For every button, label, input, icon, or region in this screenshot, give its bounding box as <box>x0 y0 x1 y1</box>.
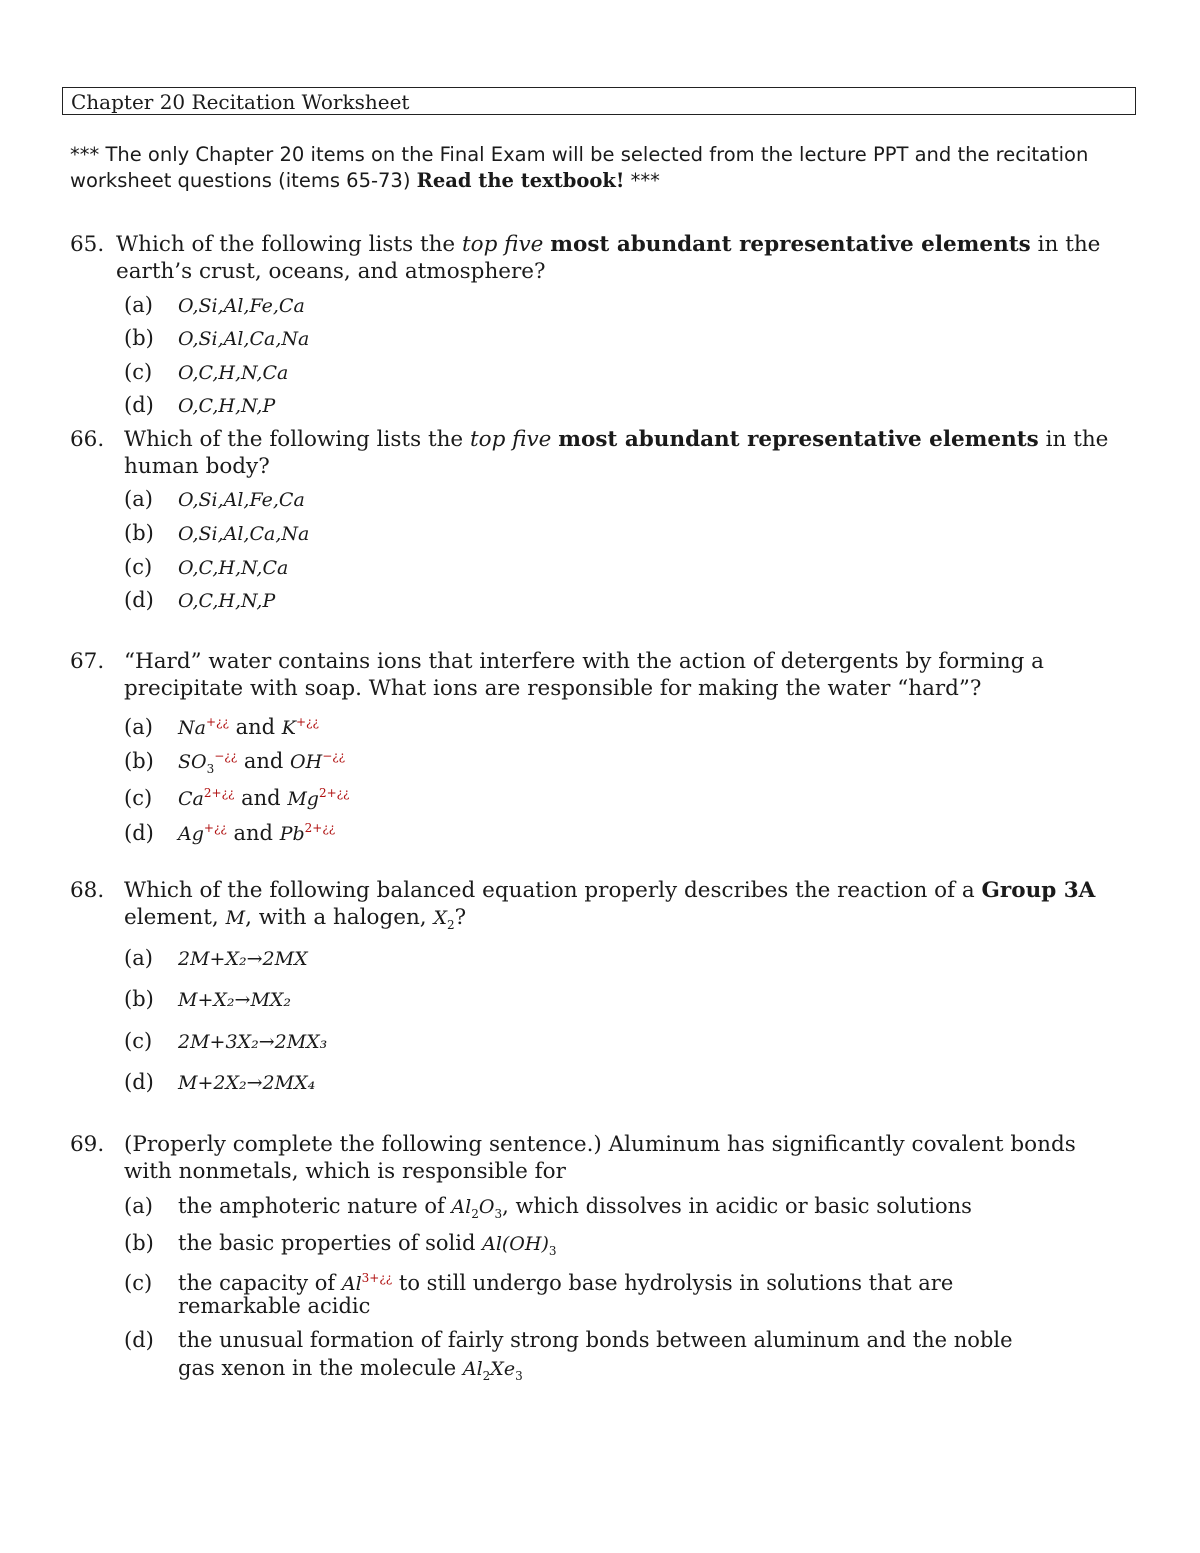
q66-option-a: (a) O,Si,Al,Fe,Ca <box>124 487 305 511</box>
q69-option-a: (a) the amphoteric nature of $Al_2O_3$, which dissolves in acidic or basic solutions <box>124 1194 972 1221</box>
q67-option-b: (b) $SO_3^{-¿¿}$ and OH−¿¿ <box>124 749 346 776</box>
q69-option-d-line2: gas xenon in the molecule $Al_2Xe_3$ <box>178 1356 523 1383</box>
q69-option-b: (b) the basic properties of solid $Al(OH)_3$ <box>124 1231 557 1258</box>
q66-option-d: (d) O,C,H,N,P <box>124 588 276 612</box>
q67-option-c: (c) $Ca^{2+¿¿}$ and $Mg^{2+¿¿}$ <box>124 786 350 810</box>
question-67-text: “Hard” water contains ions that interfere with the action of detergents by forming a precipitate with soap. What ions are responsible for making the water “hard”? <box>124 649 1044 701</box>
q65-option-a: (a) O,Si,Al,Fe,Ca <box>124 293 305 317</box>
worksheet-page: Chapter 20 Recitation Worksheet *** The only Chapter 20 items on the Final Exam will be selected from the lecture PPT and the recitation worksheet questions (items 65-73) Read the textbook! *** 65. Which of the following lists the top five most abundant representative elements in the earth’s crust, oceans, and atmosphere? (a) O,Si,Al,Fe,Ca (b) O,Si,Al,Ca,Na (c) O,C,H,N,Ca (d) O,C,H,N,P 66. Which of the following lists the top five most abundant representative elements in the human body? (a) O,Si,Al,Fe,Ca (b) O,Si,Al,Ca,Na (c) O,C,H,N,Ca (d) O,C,H,N,P 67. “Hard” water contains ions that interfere with the action of detergents by forming a precipitate with soap. What ions are responsible for making the water “hard”? (a) Na+¿¿ and K+¿¿ (b) $SO_3^{-¿¿}$ and OH−¿¿ (c) $Ca^{2+¿¿}$ and $Mg^{2+¿¿}$ (d) Ag+¿¿ and $Pb^{2+¿¿}$ 68. Which of the following balanced equation properly describes the reaction of a Group 3A element, M, with a halogen, $X_2$? (a) 2M+X₂→2MX (b) M+X₂→MX₂ (c) 2M+3X₂→2MX₃ (d) M+2X₂→2MX₄ 69. (Properly complete the following sentence.) Aluminum has significantly covalent bonds with nonmetals, which is responsible for (a) the amphoteric nature of $Al_2O_3$, which dissolves in acidic or basic solutions (b) the basic properties of solid $Al(OH)_3$ (c) the capacity of $Al^{3+¿¿}$ to still undergo base hydrolysis in solutions that are remarkable acidic (d) the unusual formation of fairly strong bonds between aluminum and the noble gas xenon in the molecule $Al_2Xe_3$ <box>0 0 1200 1553</box>
note-emphasis: Read the textbook! <box>416 169 625 192</box>
question-69-text: (Properly complete the following sentence.) Aluminum has significantly covalent bonds with nonmetals, which is responsible for <box>124 1132 1076 1184</box>
q65-option-d: (d) O,C,H,N,P <box>124 393 276 417</box>
q68-option-c: (c) 2M+3X₂→2MX₃ <box>124 1029 328 1053</box>
q67-option-d: (d) Ag+¿¿ and $Pb^{2+¿¿}$ <box>124 821 336 845</box>
q66-option-c: (c) O,C,H,N,Ca <box>124 555 289 579</box>
exam-note: *** The only Chapter 20 items on the Final Exam will be selected from the lecture PPT and the recitation worksheet questions (items 65-73) Read the textbook! *** <box>70 143 1089 192</box>
q67-option-a: (a) Na+¿¿ and K+¿¿ <box>124 715 319 739</box>
q68-option-b: (b) M+X₂→MX₂ <box>124 987 292 1011</box>
page-title: Chapter 20 Recitation Worksheet <box>71 90 410 114</box>
question-66-text: Which of the following lists the top five most abundant representative elements in the human body? <box>124 427 1109 479</box>
q69-option-c-line2: remarkable acidic <box>178 1294 371 1318</box>
q65-option-c: (c) O,C,H,N,Ca <box>124 360 289 384</box>
question-65-text: Which of the following lists the top five most abundant representative elements in the earth’s crust, oceans, and atmosphere? <box>116 232 1101 284</box>
q68-option-a: (a) 2M+X₂→2MX <box>124 946 308 970</box>
question-68-text: Which of the following balanced equation properly describes the reaction of a Group 3A element, M, with a halogen, $X_2$? <box>124 878 1096 932</box>
q68-option-d: (d) M+2X₂→2MX₄ <box>124 1070 316 1094</box>
q65-option-b: (b) O,Si,Al,Ca,Na <box>124 326 310 350</box>
q69-option-d: (d) the unusual formation of fairly strong bonds between aluminum and the noble <box>124 1328 1013 1352</box>
q66-option-b: (b) O,Si,Al,Ca,Na <box>124 521 310 545</box>
title-box <box>62 87 1136 115</box>
q69-option-c: (c) the capacity of $Al^{3+¿¿}$ to still undergo base hydrolysis in solutions that are <box>124 1271 954 1295</box>
